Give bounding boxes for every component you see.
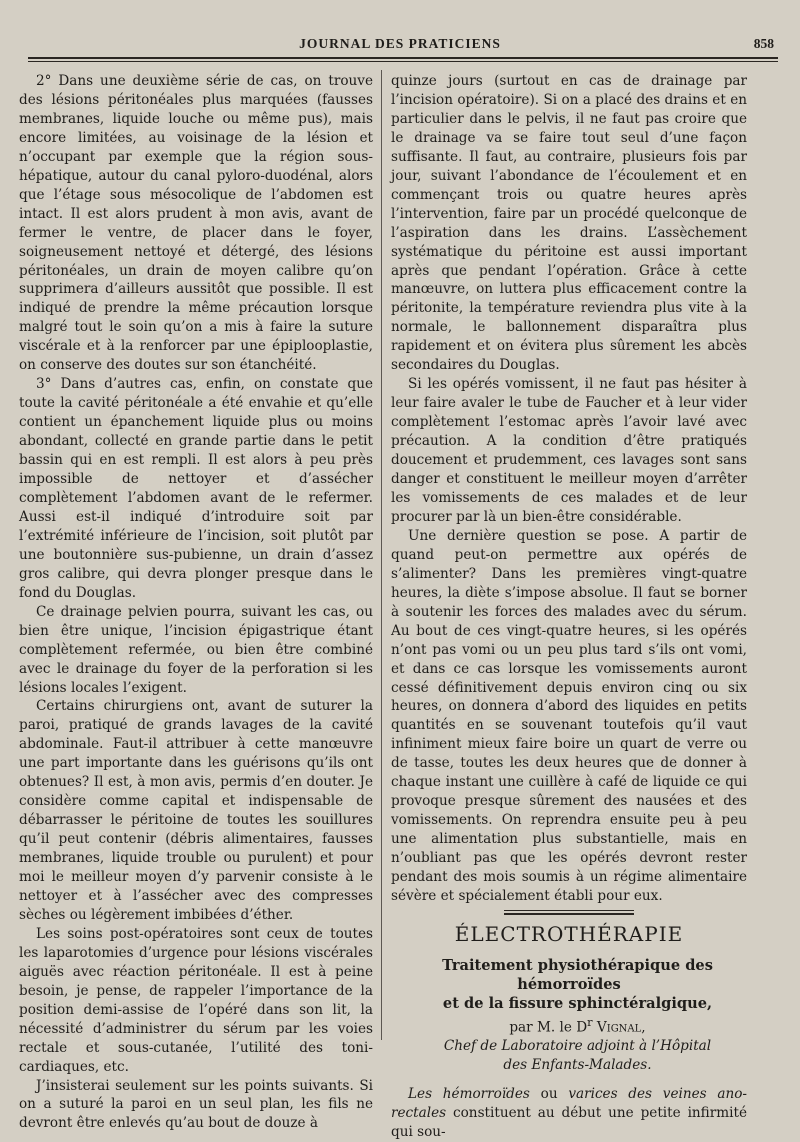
lead-term-2: varices des veines ano-rectales	[391, 1086, 747, 1122]
lead-connector: ou	[529, 1086, 569, 1103]
paragraph: quinze jours (surtout en cas de drainage par l’incision opératoire). Si on a placé des drains et en particulier dans le pelvis, il ne faut pas croire que le drainage va se faire tout seul d’une façon suffisante. Il faut, au contraire, plusieurs fois par jour, suivant l’abondance de l’écoulement et en commençant trois ou quatre heures après l’intervention, faire par un procédé quelconque de l’aspiration dans les drains. L’assèchement systématique du péritoine est aussi important après que pendant l’opération. Grâce à cette manœuvre, on luttera plus efficacement contre la péritonite, la température reviendra plus vite à la normale, le ballonnement disparaîtra plus rapidement et on évitera plus sûrement les abcès secondaires du Douglas.	[391, 73, 747, 374]
paragraph: J’insisterai seulement sur les points suivants. Si on a suturé la paroi en un seul plan, les fils ne devront être enlevés qu’au bout de douze à	[19, 1077, 373, 1132]
paragraph: Si les opérés vomissent, il ne faut pas hésiter à leur faire avaler le tube de Faucher et à leur vider complètement l’estomac après l’avoir lavé avec précaution. A la condition d’être pratiqués doucement et prudemment, ces lavages sont sans danger et constituent le meilleur moyen d’arrêter les vomissements de ces malades et de leur procurer par là un bien-être considérable.	[391, 376, 747, 525]
paragraph: Certains chirurgiens ont, avant de suturer la paroi, pratiqué de grands lavages de la cavité abdominale. Faut-il attribuer à cette manœuvre une part importante dans les guérisons qu’ils ont obtenues? Il est, à mon avis, permis d’en douter. Je considère comme capital et indispensable de débarrasser le péritoine de toutes les souillures qu’il peut contenir (débris alimentaires, fausses membranes, liquide trouble ou purulent) et pour moi le meilleur moyen d’y parvenir consiste à le nettoyer et à l’assécher avec des compresses sèches ou légèrement imbibées d’éther.	[19, 698, 373, 923]
section-separator-thick	[504, 913, 634, 915]
section-title: ÉLECTROTHÉRAPIE	[454, 921, 684, 946]
header-rule-thin	[28, 61, 778, 62]
header-rule	[28, 57, 778, 59]
affiliation-line-1: Chef de Laboratoire adjoint à l’Hôpital	[443, 1038, 712, 1055]
article-title-line-2: et de la fissure sphinctéralgique,	[442, 994, 713, 1012]
lead-term-1: Les hémorroïdes	[408, 1086, 530, 1103]
running-title: JOURNAL DES PRATICIENS	[299, 36, 501, 51]
lead-text: constituent au début une petite infirmité qui sou-	[391, 1105, 747, 1141]
paragraph: Les soins post-opératoires sont ceux de toutes les laparotomies d’urgence pour lésions viscérales aiguës avec réaction péritonéale. Il est à peine besoin, je pense, de rappeler l’importance de la position demi-assise de l’opéré dans son lit, la nécessité d’administrer du sérum par les voies rectale et sous-cutanée, l’utilité des toni-cardiaques, etc.	[19, 925, 373, 1075]
right-column	[391, 72, 747, 1142]
column-divider	[381, 70, 382, 1040]
author-name: Vignal,	[596, 1019, 646, 1036]
section-separator	[504, 910, 634, 911]
author-title-sup: r	[587, 1014, 593, 1029]
paragraph: 2° Dans une deuxième série de cas, on trouve des lésions péritonéales plus marquées (fausses membranes, liquide louche ou même pus), mais encore limitées, au voisinage de la lésion et n’occupant par exemple que la région sous-hépatique, autour du canal pyloro-duodénal, alors que l’étage sous mésocolique de l’abdomen est intact. Il est alors prudent à mon avis, avant de fermer le ventre, de placer dans le foyer, soigneusement nettoyé et détergé, des lésions péritonéales, un drain de moyen calibre qu’on supprimera d’ailleurs aussitôt que possible. Il est indiqué de prendre la même précaution lorsque malgré tout le soin qu’on a mis à faire la suture viscérale et à la renforcer par une épiplooplastie, on conserve des doutes sur son étanchéité.	[19, 73, 373, 374]
page-number: 858	[753, 36, 774, 51]
paragraph: Une dernière question se pose. A partir de quand peut-on permettre aux opérés de s’alimenter? Dans les premières vingt-quatre heures, la diète s’impose absolue. Il faut se borner à soutenir les forces des malades avec du sérum. Au bout de ces vingt-quatre heures, si les opérés n’ont pas vomi ou un peu plus tard s’ils ont vomi, et dans ce cas lorsque les vomissements auront cessé définitivement depuis environ cinq ou six heures, on donnera d’abord des liquides en petits quantités en se souvenant toutefois qu’il vaut infiniment mieux faire boire un quart de verre ou de tasse, toutes les deux heures que de donner à chaque instant une cuillère à café de liquide ce qui provoque presque sûrement des nausées et des vomissements. On reprendra ensuite peu à peu une alimentation plus substantielle, mais en n’oubliant pas que les opérés devront rester pendant des mois soumis à un régime alimentaire sévère et spécialement établi pour eux.	[391, 527, 747, 904]
lead-paragraph	[391, 1085, 747, 1142]
affiliation-line-2: des Enfants-Malades.	[503, 1057, 652, 1074]
article-title-line-1: Traitement physiothérapique des hémorroïdes	[442, 956, 713, 993]
paragraph: Ce drainage pelvien pourra, suivant les cas, ou bien être unique, l’incision épigastrique étant complètement refermée, ou bien être combiné avec le drainage du foyer de la perforation si les lésions locales l’exigent.	[19, 603, 373, 696]
left-column	[19, 72, 373, 1133]
author-line	[391, 1013, 747, 1037]
author-prefix: par M. le D	[509, 1019, 588, 1036]
paragraph: 3° Dans d’autres cas, enfin, on constate que toute la cavité péritonéale a été envahie et qu’elle contient un épanchement liquide plus ou moins abondant, collecté en grande partie dans le petit bassin qui en est rempli. Il est alors à peu près impossible de nettoyer et d’assécher complètement l’abdomen avant de le refermer. Aussi est-il indiqué d’introduire soit par l’extrémité inférieure de l’incision, soit plutôt par une boutonnière sus-pubienne, un drain d’assez gros calibre, qui devra plonger presque dans le fond du Douglas.	[19, 376, 373, 601]
